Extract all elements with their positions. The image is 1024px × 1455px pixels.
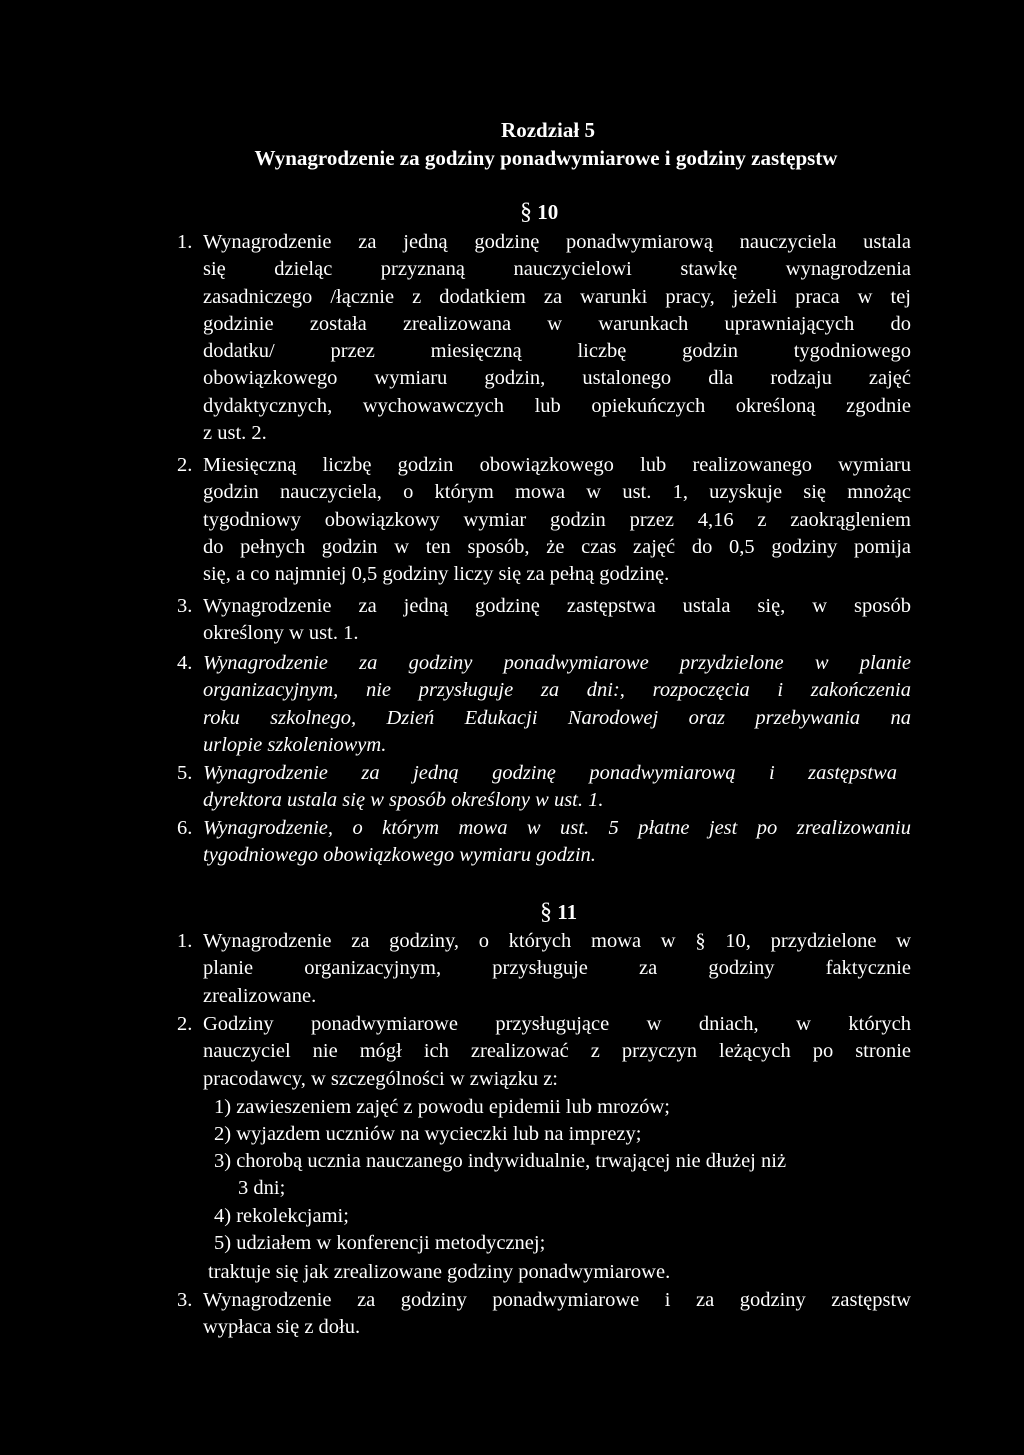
paragraph-line: dydaktycznych, wychowawczych lub opiekuńczych określoną zgodnie bbox=[203, 394, 911, 417]
paragraph-line: określony w ust. 1. bbox=[203, 622, 359, 645]
paragraph-line: roku szkolnego, Dzień Edukacji Narodowej oraz przebywania na bbox=[203, 706, 911, 729]
paragraph-line: Wynagrodzenie za godziny, o których mowa w § 10, przydzielone w bbox=[203, 930, 911, 952]
chapter-subtitle: Wynagrodzenie za godziny ponadwymiarowe i godziny zastępstw bbox=[254, 146, 838, 170]
paragraph-line: Wynagrodzenie za godziny ponadwymiarowe przydzielone w planie bbox=[203, 652, 911, 674]
chapter-title: Rozdział 5 bbox=[501, 118, 595, 142]
list-item-number: 4) bbox=[214, 1205, 232, 1227]
list-item-number: 2) bbox=[214, 1123, 232, 1145]
s10-paragraph-6 bbox=[177, 815, 911, 870]
list-item-number: 3) bbox=[214, 1150, 232, 1172]
list-item bbox=[214, 1121, 642, 1148]
s10-paragraph-5 bbox=[177, 760, 897, 815]
list-item bbox=[214, 1148, 786, 1175]
list-item bbox=[214, 1203, 349, 1230]
paragraph-line: się dzieląc przyznaną nauczycielowi stawkę wynagrodzenia bbox=[203, 258, 911, 281]
s11-paragraph-3 bbox=[177, 1287, 911, 1342]
paragraph-line: Wynagrodzenie za jedną godzinę ponadwymiarową i zastępstwa bbox=[203, 762, 897, 784]
list-item-text: udziałem w konferencji metodycznej; bbox=[236, 1232, 546, 1254]
section-10-heading bbox=[520, 198, 558, 226]
paragraph-number: 4. bbox=[177, 652, 193, 674]
paragraph-line: dyrektora ustala się w sposób określony w ust. 1. bbox=[203, 789, 604, 812]
s10-paragraph-2 bbox=[177, 452, 911, 588]
list-item-number: 1) bbox=[214, 1096, 232, 1118]
list-item bbox=[214, 1094, 670, 1121]
paragraph-number: 1. bbox=[177, 231, 193, 253]
paragraph-number: 2. bbox=[177, 1013, 193, 1035]
list-item-text: rekolekcjami; bbox=[236, 1205, 349, 1227]
list-item-text: 3 dni; bbox=[238, 1177, 286, 1199]
list-item-text: wyjazdem uczniów na wycieczki lub na imprezy; bbox=[236, 1123, 642, 1145]
section-number: 10 bbox=[537, 200, 559, 224]
paragraph-number: 1. bbox=[177, 930, 193, 952]
section-symbol: § bbox=[540, 899, 552, 925]
paragraph-line: obowiązkowego wymiaru godzin, ustalonego dla rodzaju zajęć bbox=[203, 367, 911, 390]
list-item-text: zawieszeniem zajęć z powodu epidemii lub mrozów; bbox=[236, 1096, 670, 1118]
paragraph-line: planie organizacyjnym, przysługuje za godziny faktycznie bbox=[203, 957, 911, 980]
paragraph-line: dodatku/ przez miesięczną liczbę godzin tygodniowego bbox=[203, 340, 911, 363]
paragraph-line: Godziny ponadwymiarowe przysługujące w dniach, w których bbox=[203, 1013, 911, 1035]
paragraph-line: pracodawcy, w szczególności w związku z: bbox=[203, 1067, 558, 1090]
s11-paragraph-2 bbox=[177, 1011, 911, 1093]
s10-paragraph-1 bbox=[177, 229, 911, 447]
paragraph-line: godzin nauczyciela, o którym mowa w ust. 1, uzyskuje się mnożąc bbox=[203, 481, 911, 504]
section-11-heading bbox=[540, 898, 577, 926]
list-item-number: 5) bbox=[214, 1232, 232, 1254]
paragraph-line: nauczyciel nie mógł ich zrealizować z przyczyn leżących po stronie bbox=[203, 1040, 911, 1063]
paragraph-line: organizacyjnym, nie przysługuje za dni:, rozpoczęcia i zakończenia bbox=[203, 679, 911, 702]
closing-text: traktuje się jak zrealizowane godziny ponadwymiarowe. bbox=[208, 1261, 671, 1283]
paragraph-line: z ust. 2. bbox=[203, 422, 267, 445]
paragraph-line: tygodniowy obowiązkowy wymiar godzin przez 4,16 z zaokrągleniem bbox=[203, 508, 911, 531]
paragraph-line: Wynagrodzenie za jedną godzinę ponadwymiarową nauczyciela ustala bbox=[203, 231, 911, 253]
paragraph-line: godzinie została zrealizowana w warunkach uprawniających do bbox=[203, 312, 911, 335]
section-symbol: § bbox=[520, 199, 532, 225]
paragraph-number: 3. bbox=[177, 595, 193, 617]
paragraph-number: 5. bbox=[177, 762, 193, 784]
paragraph-line: Wynagrodzenie za godziny ponadwymiarowe i za godziny zastępstw bbox=[203, 1289, 911, 1311]
paragraph-line: się, a co najmniej 0,5 godziny liczy się za pełną godzinę. bbox=[203, 563, 670, 586]
paragraph-line: Miesięczną liczbę godzin obowiązkowego lub realizowanego wymiaru bbox=[203, 454, 911, 476]
list-item-continuation bbox=[238, 1175, 285, 1202]
paragraph-line: Wynagrodzenie za jedną godzinę zastępstwa ustala się, w sposób bbox=[203, 595, 911, 617]
s10-paragraph-4 bbox=[177, 650, 911, 759]
paragraph-line: urlopie szkoleniowym. bbox=[203, 733, 387, 756]
paragraph-line: do pełnych godzin w ten sposób, że czas zajęć do 0,5 godziny pomija bbox=[203, 535, 911, 558]
paragraph-line: zasadniczego /łącznie z dodatkiem za warunki pracy, jeżeli praca w tej bbox=[203, 285, 911, 308]
paragraph-line: zrealizowane. bbox=[203, 984, 317, 1007]
s11-paragraph-1 bbox=[177, 928, 911, 1010]
paragraph-line: wypłaca się z dołu. bbox=[203, 1316, 361, 1339]
paragraph-number: 6. bbox=[177, 817, 193, 839]
paragraph-line: Wynagrodzenie, o którym mowa w ust. 5 płatne jest po zrealizowaniu bbox=[203, 817, 911, 839]
list-closing-text bbox=[208, 1259, 670, 1286]
s10-paragraph-3 bbox=[177, 593, 911, 648]
paragraph-number: 3. bbox=[177, 1289, 193, 1311]
paragraph-line: tygodniowego obowiązkowego wymiaru godzin. bbox=[203, 844, 596, 867]
section-number: 11 bbox=[557, 900, 578, 924]
paragraph-number: 2. bbox=[177, 454, 193, 476]
list-item bbox=[214, 1230, 545, 1257]
list-item-text: chorobą ucznia nauczanego indywidualnie, trwającej nie dłużej niż bbox=[236, 1150, 787, 1172]
